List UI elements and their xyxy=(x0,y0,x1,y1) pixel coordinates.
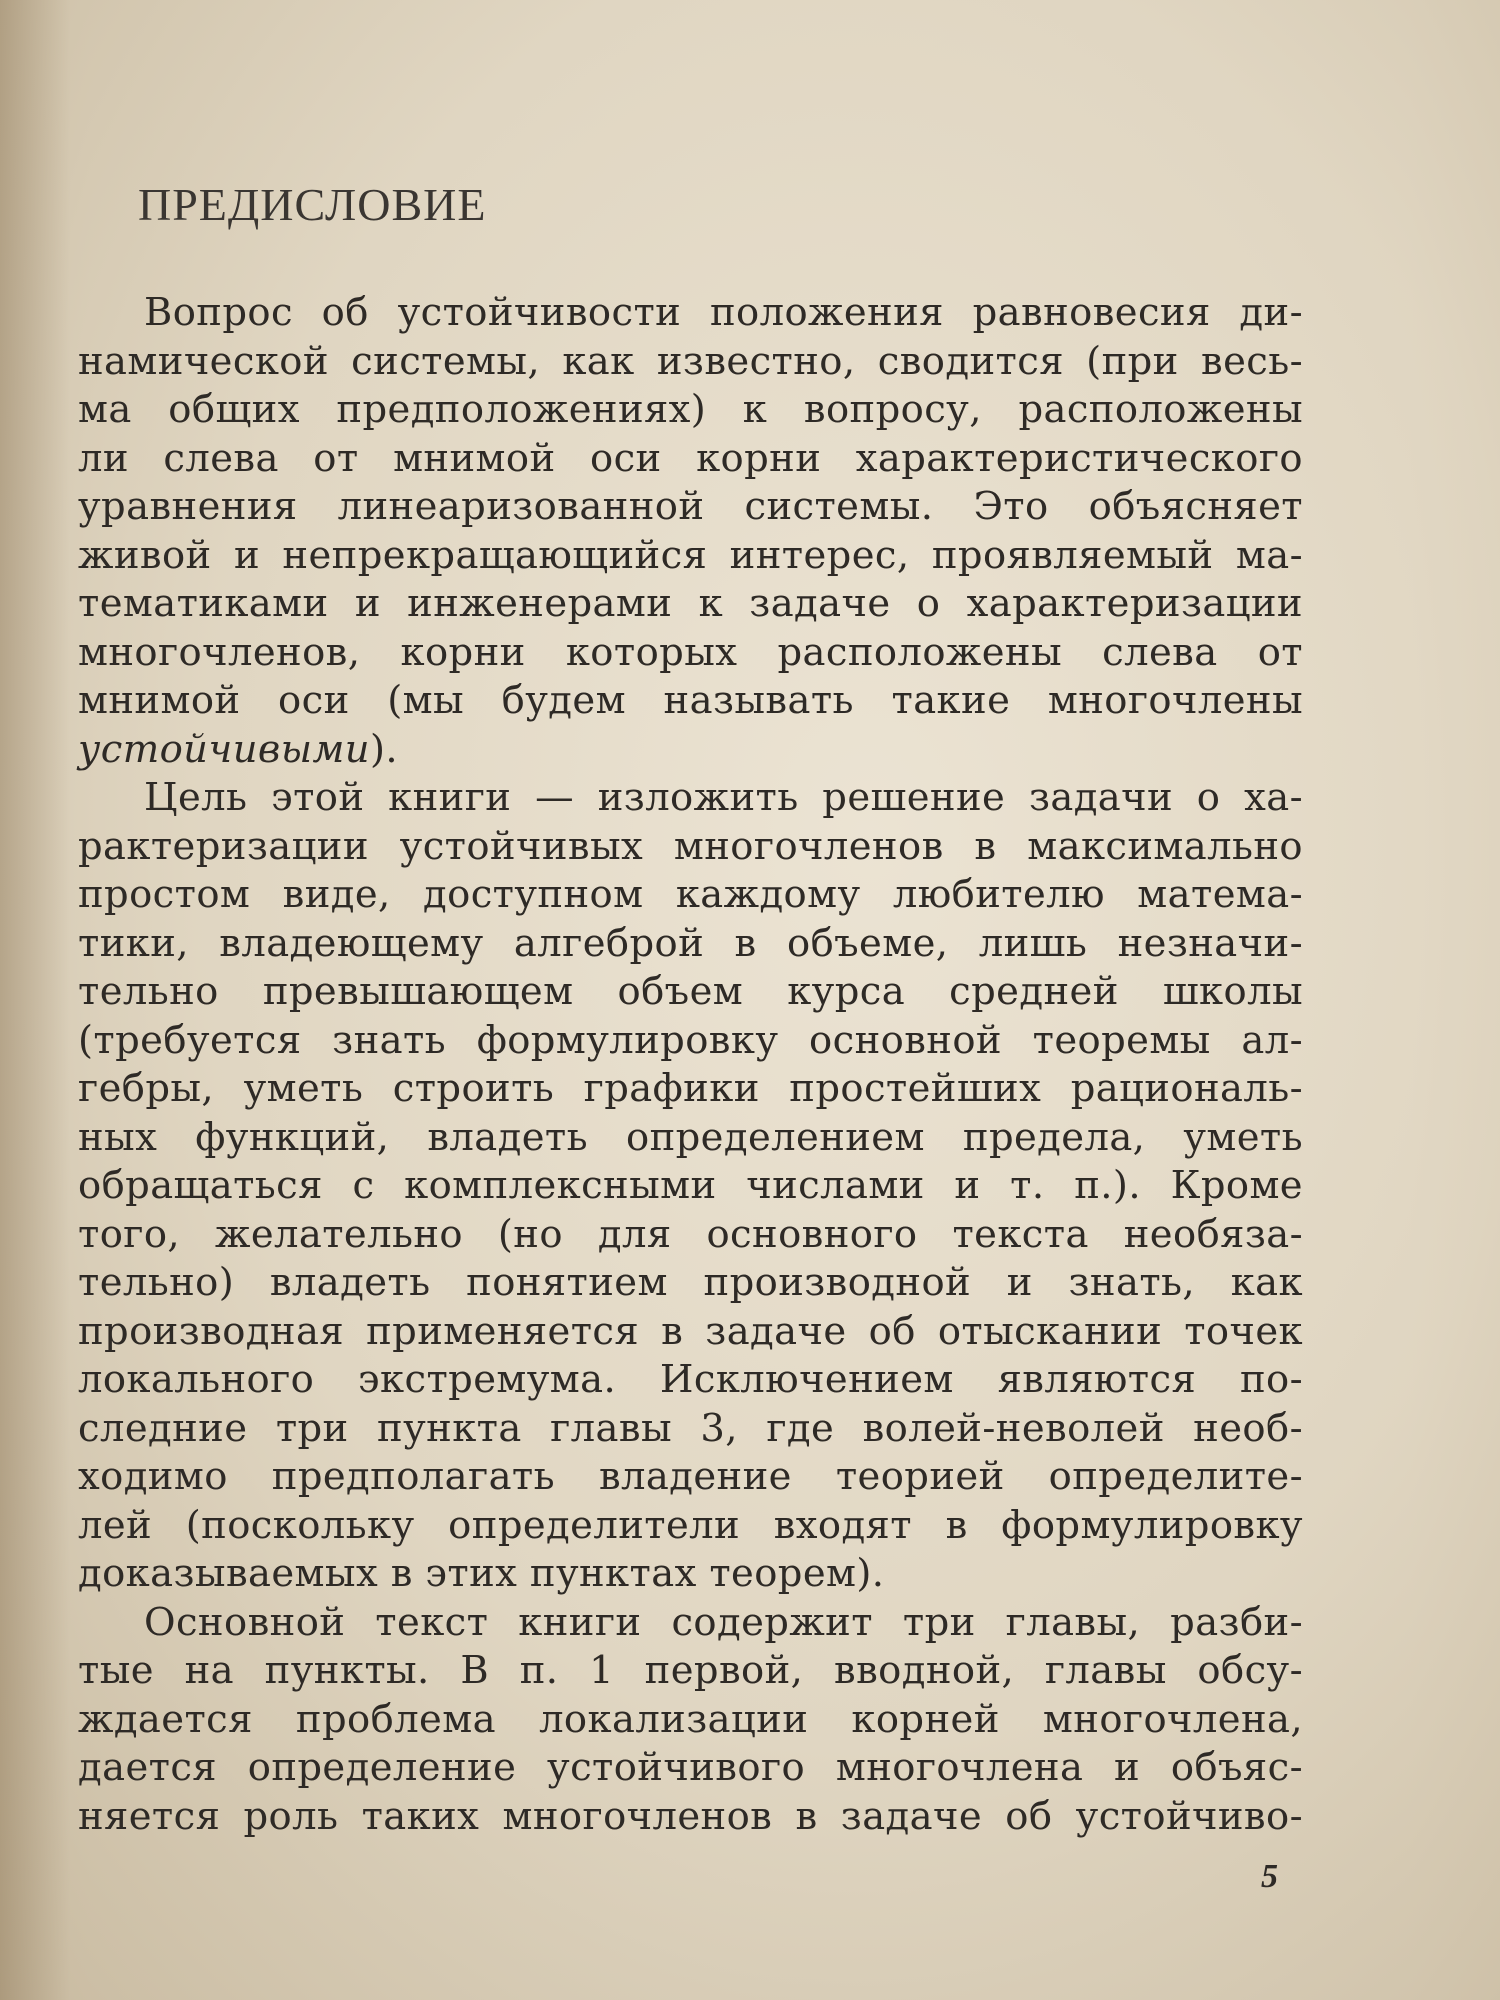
text-line: мнимой оси (мы будем называть такие многочлены xyxy=(78,678,1303,723)
text-line: того, желательно (но для основного текста необяза- xyxy=(78,1211,1303,1257)
text-line: следние три пункта главы 3, где волей-неволей необ- xyxy=(78,1405,1303,1451)
paragraph-1 xyxy=(78,289,1303,774)
italic-term: устойчивыми xyxy=(78,726,371,772)
text-line: намической системы, как известно, сводится (при весь- xyxy=(78,338,1303,384)
paragraph-3 xyxy=(78,1599,1303,1842)
text-line: многочленов, корни которых расположены слева от xyxy=(78,629,1303,675)
text-line: ходимо предполагать владение теорией определите- xyxy=(78,1454,1303,1499)
text-line: тики, владеющему алгеброй в объеме, лишь незначи- xyxy=(78,920,1303,966)
paragraph-2 xyxy=(78,774,1303,1599)
text-line: ли слева от мнимой оси корни характеристического xyxy=(78,435,1303,481)
text-line: локального экстремума. Исключением являются по- xyxy=(78,1357,1303,1402)
text-line: тые на пункты. В п. 1 первой, вводной, главы обсу- xyxy=(78,1648,1303,1693)
text-line: ма общих предположениях) к вопросу, расположены xyxy=(78,387,1303,432)
text-line: няется роль таких многочленов в задаче об устойчиво- xyxy=(78,1793,1303,1839)
text-line: тематиками и инженерами к задаче о характеризации xyxy=(78,581,1303,626)
text-block xyxy=(78,178,1303,1841)
text-line: гебры, уметь строить графики простейших рациональ- xyxy=(78,1066,1303,1111)
text-line: производная применяется в задаче об отыскании точек xyxy=(78,1308,1303,1354)
page-title: ПРЕДИСЛОВИЕ xyxy=(138,179,487,230)
text-line xyxy=(78,726,1303,775)
text-line: ных функций, владеть определением предела, уметь xyxy=(78,1114,1303,1160)
text-line: простом виде, доступном каждому любителю матема- xyxy=(78,872,1303,917)
text-line: уравнения линеаризованной системы. Это объясняет xyxy=(78,484,1303,529)
text-line: Цель этой книги — изложить решение задачи о ха- xyxy=(144,775,1303,820)
text-line: ждается проблема локализации корней многочлена, xyxy=(78,1696,1303,1742)
text-line: тельно) владеть понятием производной и знать, как xyxy=(78,1260,1303,1305)
text-line: дается определение устойчивого многочлена и объяс- xyxy=(78,1745,1303,1790)
text-line: Вопрос об устойчивости положения равновесия ди- xyxy=(144,290,1303,335)
page-number: 5 xyxy=(1261,1858,1278,1895)
text-line: доказываемых в этих пунктах теорем). xyxy=(78,1551,885,1596)
text-line: рактеризации устойчивых многочленов в максимально xyxy=(78,823,1303,869)
text-line: Основной текст книги содержит три главы, разби- xyxy=(144,1599,1303,1645)
text-line: тельно превышающем объем курса средней школы xyxy=(78,969,1303,1014)
text-line: (требуется знать формулировку основной теоремы ал- xyxy=(78,1017,1303,1063)
text-line: обращаться с комплексными числами и т. п.). Кроме xyxy=(78,1163,1303,1208)
text-fragment: ). xyxy=(370,726,399,772)
text-line: лей (поскольку определители входят в формулировку xyxy=(78,1502,1303,1548)
text-line: живой и непрекращающийся интерес, проявляемый ма- xyxy=(78,532,1303,578)
